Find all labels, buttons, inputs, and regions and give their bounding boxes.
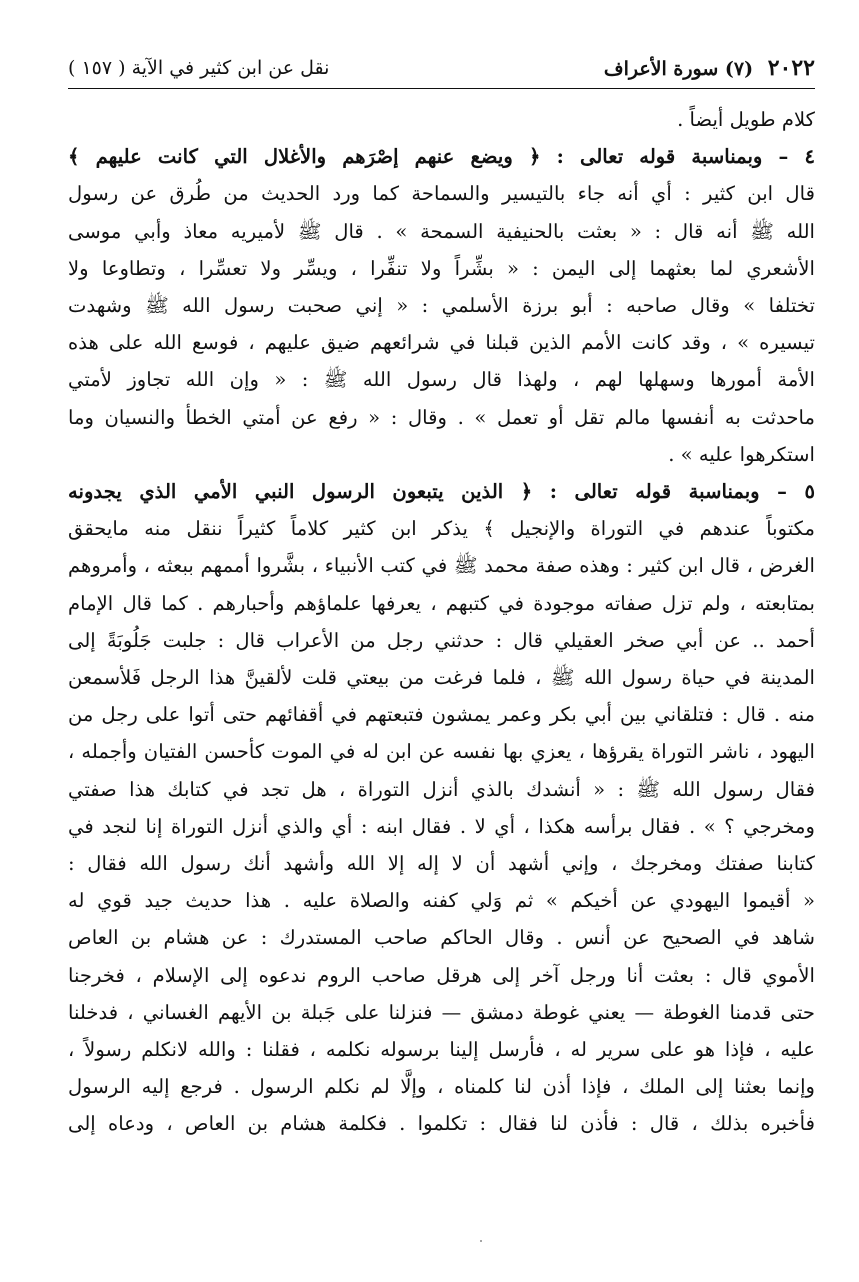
text-line: فأخبره بذلك ، قال : فأذن لنا فقال : تكلموا . فكلمة هشام بن العاص ، ودعاه إلى [68, 1112, 815, 1136]
text-line: عليه ، فإذا هو على سرير له ، فأرسل إلينا برسوله نكلمه ، فقلنا : والله لانكلم رسولاً ، [68, 1038, 815, 1062]
text-line: مكتوباً عندهم في التوراة والإنجيل ﴾ يذكر ابن كثير كلاماً كثيراً ننقل منه مايحقق [68, 517, 815, 541]
text-line: أحمد .. عن أبي صخر العقيلي قال : حدثني رجل من الأعراب قال : جلبت جَلُوبَةً إلى [68, 628, 815, 652]
text-line: ومخرجي ؟ » . فقال برأسه هكذا ، أي لا . فقال ابنه : أي والذي أنزل التوراة إنا لنجد في [68, 814, 815, 838]
page-mark [480, 1240, 482, 1242]
text-line: تيسيره » ، وقد كانت الأمم الذين قبلنا في شرائعهم ضيق عليهم ، فوسع الله على هذه [68, 331, 815, 355]
text-line: منه . قال : فتلقاني بين أبي بكر وعمر يمشون فتبعتهم في أقفائهم حتى أتوا على رجل من [68, 703, 815, 727]
section-title: نقل عن ابن كثير في الآية ( ١٥٧ ) [68, 57, 330, 79]
text-line: الغرض ، قال ابن كثير : وهذه صفة محمد ﷺ في كتب الأنبياء ، بشَّروا أممهم ببعثه ، وأمروهم [68, 554, 815, 578]
text-line: المدينة في حياة رسول الله ﷺ ، فلما فرغت من بيعتي قلت لألقينَّ هذا الرجل فَلأسمعن [68, 666, 815, 690]
text-line: فقال رسول الله ﷺ : « أنشدك بالذي أنزل التوراة ، هل تجد في كتابك هذا صفتي [68, 777, 815, 801]
surah-title: (٧) سورة الأعراف [603, 58, 754, 80]
text-line: شاهد في الصحيح عن أنس . وقال الحاكم صاحب المستدرك : عن هشام بن العاص [68, 926, 815, 950]
text-line: كلام طويل أيضاً . [677, 108, 815, 131]
page-number: ٢٠٢٢ [767, 55, 815, 81]
text-line: حتى قدمنا الغوطة — يعني غوطة دمشق — فنزلنا على جَبلة بن الأيهم الغساني ، فدخلنا [68, 1000, 815, 1024]
text-line: الأشعري لما بعثهما إلى اليمن : « بشِّراً ولا تنفِّرا ، ويسِّر ولا تعسِّرا ، وتطاوعا ولا [68, 256, 815, 280]
text-line: بمتابعته ، ولم تزل صفاته موجودة في كتبهم ، يعرفها علماؤهم وأحبارهم . كما قال الإمام [68, 591, 815, 615]
book-page [68, 52, 815, 1143]
text-line: الأموي قال : بعثت أنا ورجل آخر إلى هرقل صاحب الروم ندعوه إلى الإسلام ، فخرجنا [68, 963, 815, 987]
text-line: ٤ – وبمناسبة قوله تعالى : ﴿ ويضع عنهم إصْرَهم والأغلال التي كانت عليهم ﴾ [68, 145, 815, 169]
text-line: ماحدثت به أنفسها مالم تقل أو تعمل » . وقال : « رفع عن أمتي الخطأ والنسيان وما [68, 405, 815, 429]
text-line: الأمة أمورها وسهلها لهم ، ولهذا قال رسول الله ﷺ : « وإن الله تجاوز لأمتي [68, 368, 815, 392]
text-line: كتابنا صفتك ومخرجك ، وإني أشهد أن لا إله إلا الله وأشهد أنك رسول الله فقال : [68, 852, 815, 876]
text-line: قال ابن كثير : أي أنه جاء بالتيسير والسماحة كما ورد الحديث من طُرق عن رسول [68, 182, 815, 206]
body-text [68, 101, 815, 1143]
text-line: تختلفا » وقال صاحبه : أبو برزة الأسلمي : « إني صحبت رسول الله ﷺ وشهدت [68, 294, 815, 318]
text-line: استكرهوا عليه » . [668, 442, 815, 466]
text-line: الله ﷺ أنه قال : « بعثت بالحنيفية السمحة » . قال ﷺ لأميريه معاذ وأبي موسى [68, 219, 815, 243]
header-rule [68, 88, 815, 89]
text-line: اليهود ، ناشر التوراة يقرؤها ، يعزي بها نفسه عن ابن له في الموت كأحسن الفتيان وأجمله ، [68, 740, 815, 764]
text-line: « أقيموا اليهودي عن أخيكم » ثم وَلي كفنه والصلاة عليه . هذا حديث جيد قوي له [68, 889, 815, 913]
text-line: ٥ – وبمناسبة قوله تعالى : ﴿ الذين يتبعون الرسول النبي الأمي الذي يجدونه [68, 480, 815, 504]
header-right [604, 52, 815, 85]
text-line: وإنما بعثنا إلى الملك ، فإذا أذن لنا كلمناه ، وإلَّا لم نكلم الرسول . فرجع إليه الرسول [68, 1075, 815, 1099]
running-header [68, 52, 815, 84]
